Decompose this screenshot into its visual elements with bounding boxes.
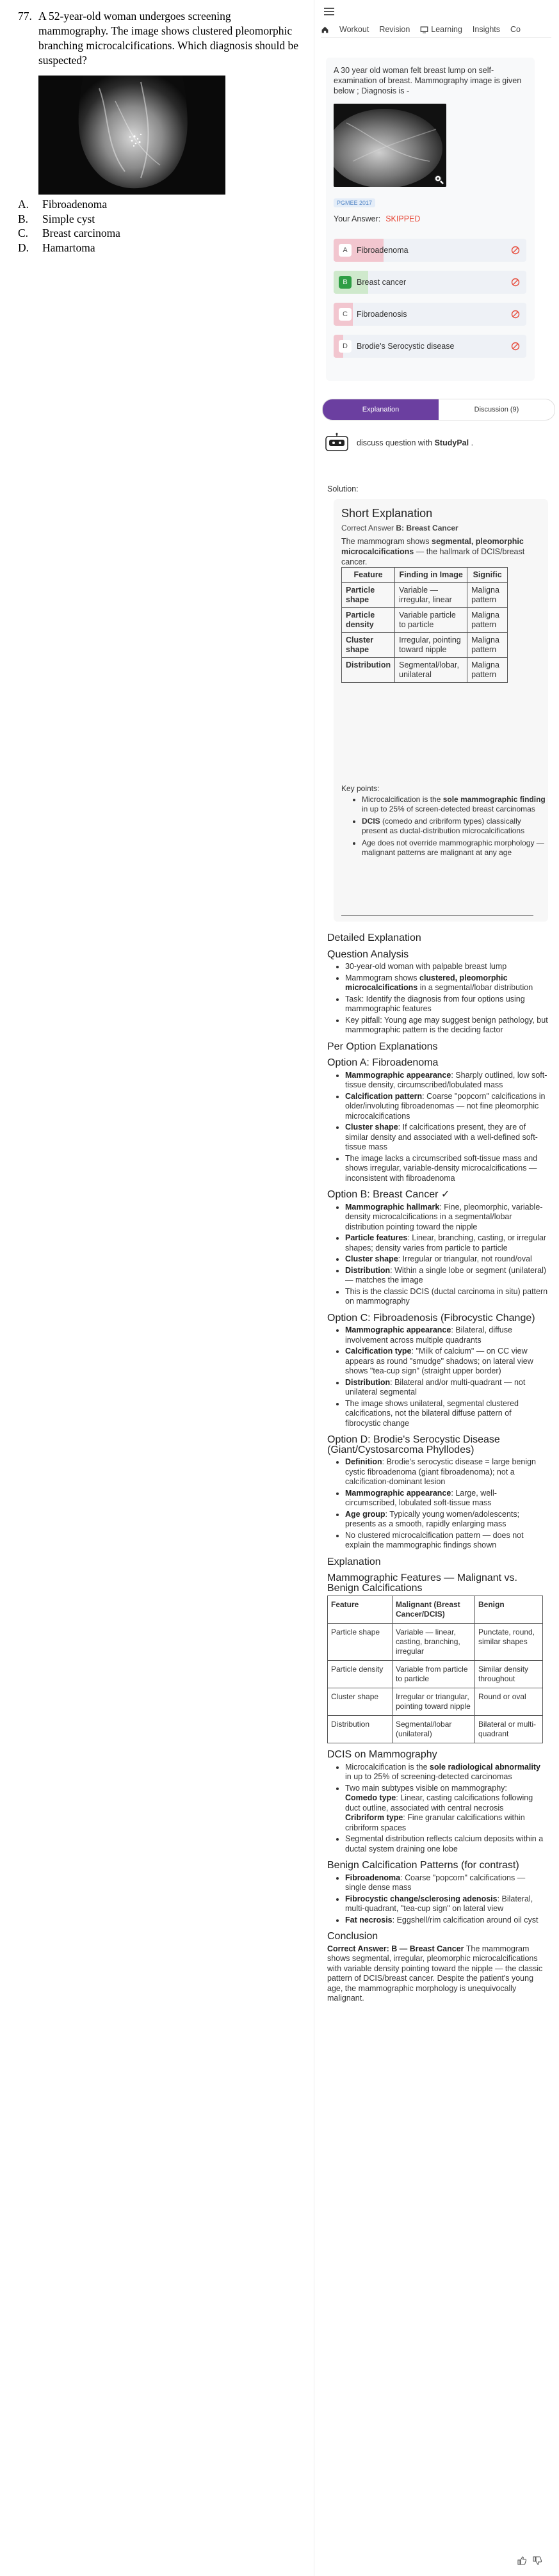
- table-row: Cluster shape Irregular, pointing toward nipple Maligna pattern: [342, 633, 508, 658]
- list-item: • Age group: Typically young women/adolescents; presents as a smooth, rapidly enlarging mass: [345, 1510, 548, 1530]
- thumbs-down-icon[interactable]: [532, 2556, 542, 2566]
- benign-list: [327, 1873, 548, 1926]
- app-pane: [314, 0, 559, 2576]
- list-item: • Particle features: Linear, branching, casting, or irregular shapes; density varies from particle to particle: [345, 1233, 548, 1253]
- table-row: Distribution Segmental/lobar, unilateral Maligna pattern: [342, 658, 508, 683]
- dcis-title: DCIS on Mammography: [327, 1749, 437, 1760]
- question-card: [326, 58, 535, 381]
- table-row: Particle density Variable from particle to particle Similar density throughout: [328, 1661, 543, 1688]
- dcis-list: [327, 1763, 548, 1855]
- option-d-list: [327, 1457, 548, 1551]
- exam-option-c: C. Breast carcinoma: [18, 227, 120, 239]
- wrong-icon: [511, 342, 520, 351]
- option-a-title: Option A: Fibroadenoma: [327, 1057, 439, 1068]
- option-letter: B: [339, 276, 352, 289]
- table-row: Cluster shape Irregular or triangular, pointing toward nipple Round or oval: [328, 1688, 543, 1716]
- question-card-image[interactable]: [334, 104, 446, 187]
- option-text: Breast cancer: [357, 278, 407, 287]
- list-item: • This is the classic DCIS (ductal carcinoma in situ) pattern on mammography: [345, 1287, 548, 1307]
- nav-co[interactable]: Co: [510, 25, 521, 34]
- list-item: • Mammogram shows clustered, pleomorphic microcalcifications in a segmental/lobar distribution: [345, 973, 548, 993]
- short-explanation-title: Short Explanation: [341, 507, 433, 520]
- list-item: • DCIS (comedo and cribriform types) classically present as ductal-distribution microcalcifications: [362, 817, 547, 836]
- mammogram-image: [38, 76, 225, 195]
- list-item: • Mammographic appearance: Bilateral, diffuse involvement across multiple quadrants: [345, 1325, 548, 1345]
- studypal-link[interactable]: discuss question with StudyPal .: [323, 433, 473, 453]
- list-item: • Two main subtypes visible on mammography: Comedo type: Linear, casting calcifications following duct outline, associated with central necrosis Cribriform type: Fine granular calcifications within cribriform spaces: [345, 1784, 548, 1834]
- option-b-title: Option B: Breast Cancer ✓: [327, 1189, 450, 1200]
- list-item: • Mammographic appearance: Large, well-circumscribed, lobulated soft-tissue mass: [345, 1489, 548, 1508]
- list-item: • Fat necrosis: Eggshell/rim calcification around oil cyst: [345, 1916, 548, 1926]
- option-card-d[interactable]: [334, 335, 526, 358]
- list-item: • Calcification pattern: Coarse "popcorn" calcifications in older/involuting fibroadenomas — not fine pleomorphic microcalcifications: [345, 1092, 548, 1122]
- option-d-title: Option D: Brodie's Serocystic Disease (Giant/Cystosarcoma Phyllodes): [327, 1434, 500, 1455]
- exam-question: [18, 9, 300, 68]
- your-answer: Your Answer: SKIPPED: [334, 214, 421, 223]
- list-item: • Definition: Brodie's serocystic disease = large benign cystic fibroadenoma (giant fibroadenoma); not a calcification-dominant lesion: [345, 1457, 548, 1487]
- exam-option-a: A. Fibroadenoma: [18, 198, 108, 211]
- detailed-explanation: [327, 933, 548, 2004]
- list-item: • Fibroadenoma: Coarse "popcorn" calcifications — single dense mass: [345, 1873, 548, 1893]
- question-stem: A 52-year-old woman undergoes screening mammography. The image shows clustered pleomorphic branching microcalcifications. Which diagnosis should be suspected?: [38, 10, 298, 67]
- option-c-list: [327, 1325, 548, 1428]
- question-analysis-list: [327, 962, 548, 1036]
- option-letter: A: [339, 244, 352, 257]
- exam-option-b: B. Simple cyst: [18, 212, 95, 225]
- wrong-icon: [511, 310, 520, 319]
- wrong-icon: [511, 278, 520, 287]
- question-analysis-title: Question Analysis: [327, 948, 409, 960]
- list-item: • Cluster shape: If calcifications present, they are of similar density and associated with a well-defined soft-tissue mass: [345, 1123, 548, 1153]
- list-item: • Segmental distribution reflects calcium deposits within a ductal system draining one lobe: [345, 1834, 548, 1854]
- option-card-b[interactable]: [334, 271, 526, 294]
- list-item: • The image shows unilateral, segmental clustered calcifications, not the bilateral diffuse pattern of fibrocystic change: [345, 1399, 548, 1429]
- conclusion-text: Correct Answer: B — Breast Cancer The mammogram shows segmental, irregular, pleomorphic microcalcifications with variable density pointing toward the nipple — the classic pattern of DCIS/breast cancer. Despite the patient's young age, the mammographic morphology is unequivocally malignant.: [327, 1944, 543, 2003]
- list-item: • No clustered microcalcification pattern — does not explain the mammographic findings shown: [345, 1531, 548, 1551]
- per-option-title: Per Option Explanations: [327, 1041, 438, 1052]
- short-explanation: [334, 499, 548, 922]
- short-explanation-text: The mammogram shows segmental, pleomorphic microcalcifications — the hallmark of DCIS/breast cancer.: [341, 537, 525, 566]
- list-item: • The image lacks a circumscribed soft-tissue mass and shows irregular, variable-density microcalcifications — inconsistent with fibroadenoma: [345, 1154, 548, 1184]
- table-row: Particle density Variable particle to particle Maligna pattern: [342, 608, 508, 633]
- exam-options: [18, 197, 120, 255]
- nav-insights[interactable]: Insights: [472, 25, 501, 34]
- question-number: 77.: [18, 10, 32, 22]
- list-item: • Microcalcification is the sole radiological abnormality in up to 25% of screening-detected carcinomas: [345, 1763, 548, 1782]
- nav-workout[interactable]: Workout: [339, 25, 369, 34]
- option-letter: D: [339, 340, 352, 353]
- conclusion-title: Conclusion: [327, 1931, 378, 1942]
- option-letter: C: [339, 308, 352, 321]
- list-item: • Fibrocystic change/sclerosing adenosis: Bilateral, multi-quadrant, "tea-cup sign" on lateral view: [345, 1894, 548, 1914]
- feedback-icons: [517, 2556, 542, 2566]
- nav-revision[interactable]: Revision: [379, 25, 410, 34]
- list-item: • Mammographic hallmark: Fine, pleomorphic, variable-density microcalcifications in a segmental/lobar distribution pointing toward the nipple: [345, 1203, 548, 1233]
- question-card-text: A 30 year old woman felt breast lump on self-examination of breast. Mammography image is given below ; Diagnosis is -: [334, 66, 522, 95]
- explanation-title: Explanation: [327, 1556, 381, 1567]
- option-card-c[interactable]: [334, 303, 526, 326]
- nav-home[interactable]: [321, 26, 329, 34]
- explanation-tabs: [322, 399, 555, 420]
- monitor-icon: [420, 26, 428, 34]
- correct-answer: Correct Answer B: Breast Cancer: [341, 524, 458, 532]
- answer-status: SKIPPED: [385, 214, 421, 223]
- option-c-title: Option C: Fibroadenosis (Fibrocystic Change): [327, 1312, 535, 1324]
- option-text: Fibroadenoma: [357, 246, 409, 255]
- exam-option-d: D. Hamartoma: [18, 241, 95, 254]
- detailed-title: Detailed Explanation: [327, 932, 421, 943]
- features-title: Mammographic Features — Malignant vs. Benign Calcifications: [327, 1572, 517, 1594]
- nav-learning[interactable]: Learning: [420, 25, 462, 34]
- list-item: • Task: Identify the diagnosis from four options using mammographic features: [345, 995, 548, 1014]
- top-nav: [321, 22, 551, 38]
- solution-label: Solution:: [327, 484, 359, 493]
- list-item: • Age does not override mammographic morphology — malignant patterns are malignant at any age: [362, 838, 547, 858]
- table-row: Particle shape Variable — irregular, linear Maligna pattern: [342, 583, 508, 608]
- benign-title: Benign Calcification Patterns (for contrast): [327, 1860, 519, 1871]
- tab-explanation[interactable]: Explanation: [323, 399, 439, 420]
- table-row: Particle shape Variable — linear, casting, branching, irregular Punctate, round, similar shapes: [328, 1624, 543, 1661]
- list-item: • Cluster shape: Irregular or triangular, not round/oval: [345, 1254, 548, 1265]
- option-text: Fibroadenosis: [357, 310, 407, 319]
- list-item: • Mammographic appearance: Sharply outlined, low soft-tissue density, circumscribed/lobulated mass: [345, 1071, 548, 1091]
- option-text: Brodie's Serocystic disease: [357, 342, 455, 351]
- findings-table: Feature Finding in Image Signific Particle shape Variable — irregular, linear Maligna pattern Particle density Variable particle to particle Maligna pattern Cluster shape Irregular, pointing toward nipple Maligna pattern Distribution Segmental/lobar, unilateral Maligna pattern: [341, 567, 508, 683]
- list-item: • Distribution: Bilateral and/or multi-quadrant — not unilateral segmental: [345, 1378, 548, 1398]
- thumbs-up-icon[interactable]: [517, 2556, 527, 2566]
- zoom-icon[interactable]: [433, 174, 444, 184]
- option-b-list: [327, 1203, 548, 1307]
- list-item: • Distribution: Within a single lobe or segment (unilateral) — matches the image: [345, 1266, 548, 1286]
- list-item: • Calcification type: "Milk of calcium" — on CC view appears as round "smudge" shadows; on lateral view shows "tea-cup sign" (straight upper border): [345, 1347, 548, 1377]
- wrong-icon: [511, 246, 520, 255]
- option-a-list: [327, 1071, 548, 1184]
- divider: [341, 915, 533, 916]
- exam-tag: PGMEE 2017: [334, 198, 375, 207]
- features-table: Feature Malignant (Breast Cancer/DCIS) Benign Particle shape Variable — linear, casting, branching, irregular Punctate, round, similar shapes Particle density Variable from particle to particle Similar density throughout Cluster shape Irregular or triangular, pointing toward nipple Round or oval Distribution Segmental/lobar (unilateral) Bilateral or multi-quadrant: [327, 1596, 543, 1743]
- list-item: • 30-year-old woman with palpable breast lump: [345, 962, 548, 972]
- menu-icon[interactable]: [324, 6, 334, 17]
- option-card-a[interactable]: [334, 239, 526, 262]
- robot-icon: [323, 433, 350, 453]
- list-item: • Microcalcification is the sole mammographic finding in up to 25% of screen-detected breast carcinomas: [362, 795, 547, 814]
- tab-discussion[interactable]: Discussion (9): [474, 406, 519, 413]
- key-points-label: Key points:: [341, 784, 380, 793]
- home-icon: [321, 26, 329, 34]
- list-item: • Key pitfall: Young age may suggest benign pathology, but mammographic pattern is the deciding factor: [345, 1016, 548, 1036]
- key-points: [353, 795, 547, 860]
- table-row: Distribution Segmental/lobar (unilateral) Bilateral or multi-quadrant: [328, 1716, 543, 1743]
